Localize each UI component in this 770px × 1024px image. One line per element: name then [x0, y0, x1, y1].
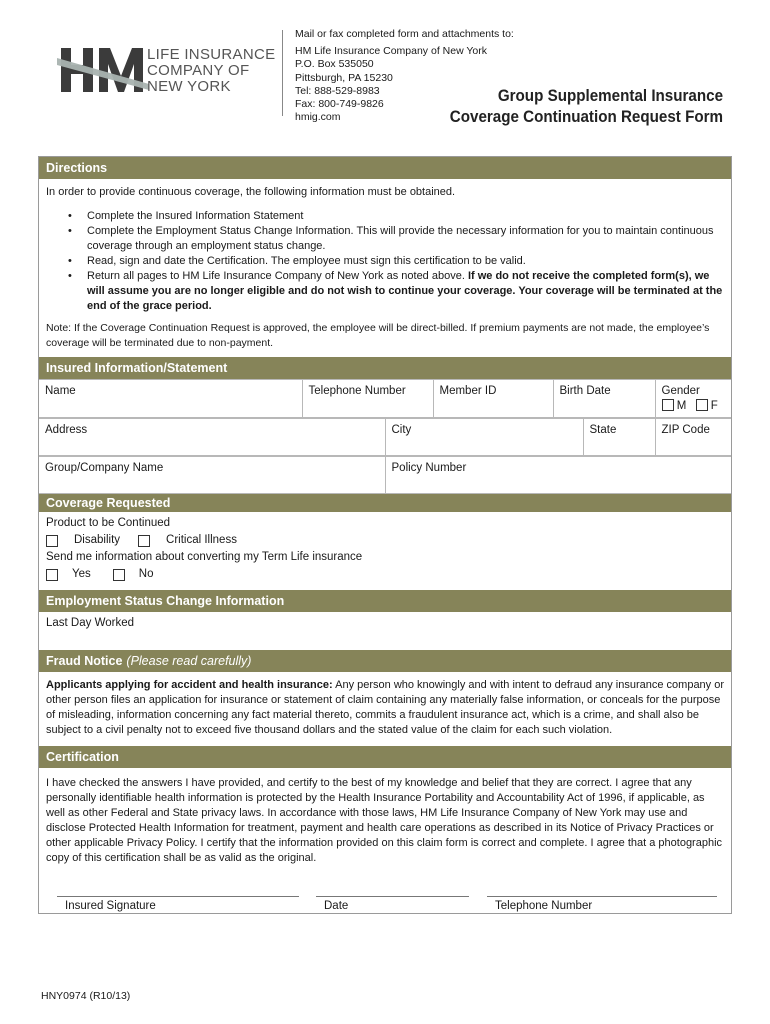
gender-male-label: M [676, 400, 687, 412]
fraud-section [39, 672, 731, 746]
last-day-worked-label: Last Day Worked [46, 617, 134, 629]
logo-line-2: COMPANY OF [147, 62, 250, 79]
policy-label: Policy Number [391, 462, 467, 474]
logo-text [147, 47, 275, 95]
form-body [38, 156, 732, 914]
coverage-section [39, 512, 731, 590]
directions-header [39, 157, 731, 179]
certification-header [39, 746, 731, 768]
disability-checkbox[interactable] [46, 535, 58, 547]
form-header [0, 0, 770, 150]
coverage-header [39, 494, 731, 512]
certification-text: I have checked the answers I have provided, and certify to the best of my knowledge and belief that they are correct. I agree that any personally identifiable health information is protected by the Health Insurance Portability and Accountability Act of 1996, if applicable, as well as other Federal and State privacy laws. In accordance with those laws, HM Life Insurance Company of New York may use and disclose Protected Health Information for treatment, payment and health care operations as described in its Notice of Privacy Practices or other applicable Privacy Policy. I certify that the information provided on this claim form is correct and complete. I agree that a photographic copy of this certification shall be as valid as the original. [46, 777, 723, 864]
coverage-heading: Coverage Requested [46, 496, 171, 510]
mail-tel: Tel: 888-529-8983 [295, 84, 380, 97]
gender-female-label: F [710, 400, 718, 412]
form-title-line-1: Group Supplemental Insurance [497, 87, 723, 105]
logo-line-3: NEW YORK [147, 78, 231, 95]
convert-no-label: No [138, 568, 154, 580]
insured-grid [39, 379, 731, 418]
birth-date-field[interactable] [553, 380, 655, 418]
product-options [46, 532, 724, 549]
directions-intro: In order to provide continuous coverage, the following information must be obtained. [46, 186, 456, 198]
convert-yes-label: Yes [72, 568, 91, 580]
direction-item-4-warning: If we do not receive the completed form(s), we will assume you are no longer eligible and do not wish to continue your coverage. Your coverage will be terminated at the end of the grace period. [87, 270, 723, 312]
group-grid [39, 456, 731, 494]
mail-po-box: P.O. Box 535050 [295, 58, 374, 71]
critical-illness-checkbox[interactable] [138, 535, 150, 547]
certification-heading: Certification [46, 750, 119, 764]
policy-field[interactable] [385, 457, 731, 494]
hm-logo-mark-icon [57, 46, 149, 94]
group-label: Group/Company Name [45, 462, 164, 474]
fraud-text: Any person who knowingly and with intent to defraud any insurance company or other person files an application for insurance or statement of claim containing any materially false information, or conceals for the purpose of misleading, information concerning any fact material thereto, commits a fraudulent insurance act, which is a crime, and shall also be subject to a civil penalty not to exceed five thousand dollars and the stated value of the claim for each such violation. [46, 679, 725, 736]
direction-item-3: • Read, sign and date the Certification. The employee must sign this certification to be valid. [72, 254, 724, 269]
critical-illness-label: Critical Illness [166, 534, 237, 546]
header-divider [282, 30, 283, 116]
name-field[interactable] [39, 380, 302, 418]
fraud-header [39, 650, 731, 672]
fraud-heading-note: (Please read carefully) [126, 654, 252, 668]
disability-label: Disability [74, 534, 121, 546]
direction-item-1: • Complete the Insured Information Statement [72, 209, 724, 224]
form-title [450, 86, 723, 128]
gender-field [655, 380, 731, 418]
convert-label: Send me information about converting my Term Life insurance [46, 551, 363, 563]
telephone-field[interactable] [302, 380, 433, 418]
zip-field[interactable] [655, 419, 731, 456]
convert-yes-checkbox[interactable] [46, 569, 58, 581]
date-label: Date [324, 900, 349, 912]
fraud-heading: Fraud Notice [46, 654, 123, 668]
address-grid [39, 418, 731, 456]
zip-label: ZIP Code [661, 424, 710, 436]
name-label: Name [45, 385, 76, 397]
signature-telephone-label: Telephone Number [495, 900, 593, 912]
direction-item-4-text: Return all pages to HM Life Insurance Company of New York as noted above. [87, 270, 468, 282]
directions-heading: Directions [46, 161, 108, 175]
group-field[interactable] [39, 457, 385, 494]
direction-item-2: • Complete the Employment Status Change Information. This will provide the necessary information for you to maintain continuous coverage through an employment status change. [72, 224, 724, 254]
direction-item-4 [72, 269, 724, 314]
form-title-line-2: Coverage Continuation Request Form [449, 108, 723, 126]
member-id-field[interactable] [433, 380, 553, 418]
convert-no-checkbox[interactable] [113, 569, 125, 581]
address-label: Address [45, 424, 88, 436]
state-field[interactable] [583, 419, 655, 456]
directions-section [39, 179, 731, 357]
insured-signature-label: Insured Signature [65, 900, 156, 912]
employment-header [39, 590, 731, 612]
address-field[interactable] [39, 419, 385, 456]
form-code: HNY0974 (R10/13) [41, 990, 131, 1002]
mail-website: hmig.com [295, 111, 341, 124]
city-field[interactable] [385, 419, 583, 456]
fraud-bold-text: Applicants applying for accident and health insurance: [46, 679, 333, 691]
product-label: Product to be Continued [46, 517, 171, 529]
last-day-worked-field[interactable] [39, 612, 731, 650]
gender-female-checkbox[interactable] [696, 399, 708, 411]
gender-male-checkbox[interactable] [662, 399, 674, 411]
signature-telephone-field[interactable] [487, 896, 717, 912]
telephone-label: Telephone Number [308, 385, 406, 397]
date-field[interactable] [316, 896, 469, 912]
gender-label: Gender [661, 385, 700, 397]
gender-options [662, 399, 726, 413]
mail-city: Pittsburgh, PA 15230 [295, 71, 393, 84]
convert-options [46, 566, 724, 583]
insured-heading: Insured Information/Statement [46, 361, 228, 375]
company-logo [57, 46, 276, 96]
logo-line-1: LIFE INSURANCE [147, 46, 276, 63]
mail-intro: Mail or fax completed form and attachments to: [295, 28, 514, 40]
employment-heading: Employment Status Change Information [46, 594, 285, 608]
mail-company: HM Life Insurance Company of New York [295, 45, 488, 58]
city-label: City [391, 424, 412, 436]
directions-note: Note: If the Coverage Continuation Request is approved, the employee will be direct-billed. If premium payments are not made, the employee’s coverage will be terminated due to non-payment. [46, 322, 710, 349]
member-id-label: Member ID [439, 385, 497, 397]
insured-header [39, 357, 731, 379]
signature-area [39, 872, 731, 932]
mail-fax: Fax: 800-749-9826 [295, 98, 384, 111]
state-label: State [589, 424, 617, 436]
birth-date-label: Birth Date [559, 385, 611, 397]
directions-list [72, 209, 724, 314]
insured-signature-field[interactable] [57, 896, 299, 912]
